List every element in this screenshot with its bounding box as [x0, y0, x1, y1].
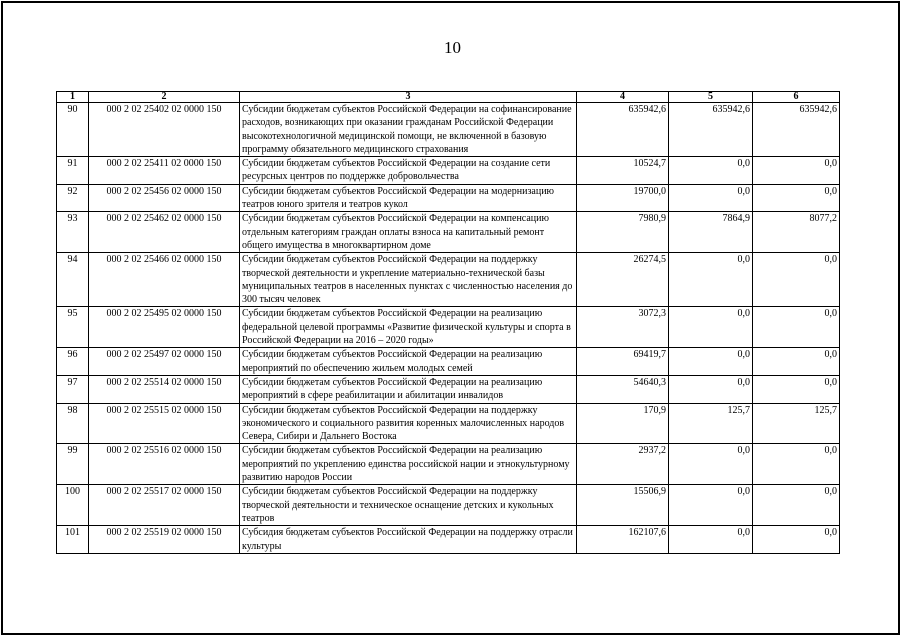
value-col-6: 0,0	[753, 307, 840, 348]
value-col-4: 54640,3	[577, 375, 669, 403]
row-number: 93	[57, 212, 89, 253]
value-col-4: 10524,7	[577, 157, 669, 185]
budget-code: 000 2 02 25495 02 0000 150	[89, 307, 240, 348]
table-row	[57, 375, 840, 403]
table-row	[57, 103, 840, 157]
row-number: 99	[57, 444, 89, 485]
row-description: Субсидии бюджетам субъектов Российской Федерации на поддержку экономического и социального развития коренных малочисленных народов Севера, Сибири и Дальнего Востока	[240, 403, 577, 444]
value-col-4: 162107,6	[577, 526, 669, 554]
row-number: 94	[57, 253, 89, 307]
value-col-5: 0,0	[669, 253, 753, 307]
column-header: 2	[89, 92, 240, 103]
row-description: Субсидии бюджетам субъектов Российской Федерации на реализацию федеральной целевой программы «Развитие физической культуры и спорта в Российской Федерации на 2016 – 2020 годы»	[240, 307, 577, 348]
value-col-4: 2937,2	[577, 444, 669, 485]
table-row	[57, 253, 840, 307]
column-header: 6	[753, 92, 840, 103]
table-row	[57, 184, 840, 212]
value-col-6: 0,0	[753, 444, 840, 485]
value-col-6: 8077,2	[753, 212, 840, 253]
budget-code: 000 2 02 25519 02 0000 150	[89, 526, 240, 554]
value-col-4: 3072,3	[577, 307, 669, 348]
table-row	[57, 444, 840, 485]
row-description: Субсидии бюджетам субъектов Российской Федерации на компенсацию отдельным категориям граждан оплаты взноса на капитальный ремонт общего имущества в многоквартирном доме	[240, 212, 577, 253]
budget-code: 000 2 02 25517 02 0000 150	[89, 485, 240, 526]
value-col-6: 0,0	[753, 526, 840, 554]
value-col-5: 0,0	[669, 526, 753, 554]
budget-code: 000 2 02 25516 02 0000 150	[89, 444, 240, 485]
row-number: 98	[57, 403, 89, 444]
column-header: 3	[240, 92, 577, 103]
value-col-6: 0,0	[753, 375, 840, 403]
budget-code: 000 2 02 25411 02 0000 150	[89, 157, 240, 185]
column-header: 1	[57, 92, 89, 103]
table-row	[57, 485, 840, 526]
value-col-5: 0,0	[669, 485, 753, 526]
budget-code: 000 2 02 25514 02 0000 150	[89, 375, 240, 403]
row-description: Субсидии бюджетам субъектов Российской Федерации на создание сети ресурсных центров по поддержке добровольчества	[240, 157, 577, 185]
value-col-5: 0,0	[669, 157, 753, 185]
row-number: 92	[57, 184, 89, 212]
value-col-5: 125,7	[669, 403, 753, 444]
row-description: Субсидии бюджетам субъектов Российской Федерации на модернизацию театров юного зрителя и театров кукол	[240, 184, 577, 212]
budget-table	[56, 91, 840, 554]
value-col-5: 7864,9	[669, 212, 753, 253]
table-row	[57, 403, 840, 444]
budget-code: 000 2 02 25462 02 0000 150	[89, 212, 240, 253]
value-col-4: 69419,7	[577, 348, 669, 376]
value-col-5: 0,0	[669, 375, 753, 403]
budget-code: 000 2 02 25402 02 0000 150	[89, 103, 240, 157]
value-col-6: 0,0	[753, 485, 840, 526]
row-number: 91	[57, 157, 89, 185]
page-number: 10	[444, 38, 461, 57]
row-description: Субсидии бюджетам субъектов Российской Федерации на софинансирование расходов, возникающих при оказании гражданам Российской Федерации высокотехнологичной медицинской помощи, не включенной в базовую программу обязательного медицинского страхования	[240, 103, 577, 157]
value-col-4: 170,9	[577, 403, 669, 444]
row-description: Субсидии бюджетам субъектов Российской Федерации на поддержку творческой деятельности и техническое оснащение детских и кукольных театров	[240, 485, 577, 526]
value-col-5: 0,0	[669, 184, 753, 212]
value-col-5: 0,0	[669, 348, 753, 376]
table-row	[57, 212, 840, 253]
row-number: 96	[57, 348, 89, 376]
table-row	[57, 348, 840, 376]
value-col-4: 19700,0	[577, 184, 669, 212]
value-col-6: 125,7	[753, 403, 840, 444]
row-number: 90	[57, 103, 89, 157]
value-col-4: 635942,6	[577, 103, 669, 157]
row-description: Субсидии бюджетам субъектов Российской Федерации на реализацию мероприятий по укреплению единства российской нации и этнокультурному развитию народов России	[240, 444, 577, 485]
row-number: 95	[57, 307, 89, 348]
value-col-6: 0,0	[753, 184, 840, 212]
row-description: Субсидии бюджетам субъектов Российской Федерации на поддержку творческой деятельности и укрепление материально-технической базы муниципальных театров в населенных пунктах с численностью населения до 300 тысяч человек	[240, 253, 577, 307]
value-col-6: 635942,6	[753, 103, 840, 157]
budget-code: 000 2 02 25497 02 0000 150	[89, 348, 240, 376]
row-description: Субсидии бюджетам субъектов Российской Федерации на реализацию мероприятий в сфере реабилитации и абилитации инвалидов	[240, 375, 577, 403]
row-number: 97	[57, 375, 89, 403]
budget-code: 000 2 02 25515 02 0000 150	[89, 403, 240, 444]
row-description: Субсидия бюджетам субъектов Российской Федерации на поддержку отрасли культуры	[240, 526, 577, 554]
value-col-5: 635942,6	[669, 103, 753, 157]
value-col-4: 26274,5	[577, 253, 669, 307]
budget-code: 000 2 02 25466 02 0000 150	[89, 253, 240, 307]
table-row	[57, 526, 840, 554]
table-row	[57, 157, 840, 185]
budget-code: 000 2 02 25456 02 0000 150	[89, 184, 240, 212]
value-col-5: 0,0	[669, 444, 753, 485]
value-col-6: 0,0	[753, 348, 840, 376]
value-col-4: 7980,9	[577, 212, 669, 253]
row-number: 100	[57, 485, 89, 526]
table-row	[57, 307, 840, 348]
row-description: Субсидии бюджетам субъектов Российской Федерации на реализацию мероприятий по обеспечению жильем молодых семей	[240, 348, 577, 376]
value-col-4: 15506,9	[577, 485, 669, 526]
column-header: 5	[669, 92, 753, 103]
value-col-6: 0,0	[753, 253, 840, 307]
row-number: 101	[57, 526, 89, 554]
value-col-6: 0,0	[753, 157, 840, 185]
header-row	[57, 92, 840, 103]
column-header: 4	[577, 92, 669, 103]
value-col-5: 0,0	[669, 307, 753, 348]
